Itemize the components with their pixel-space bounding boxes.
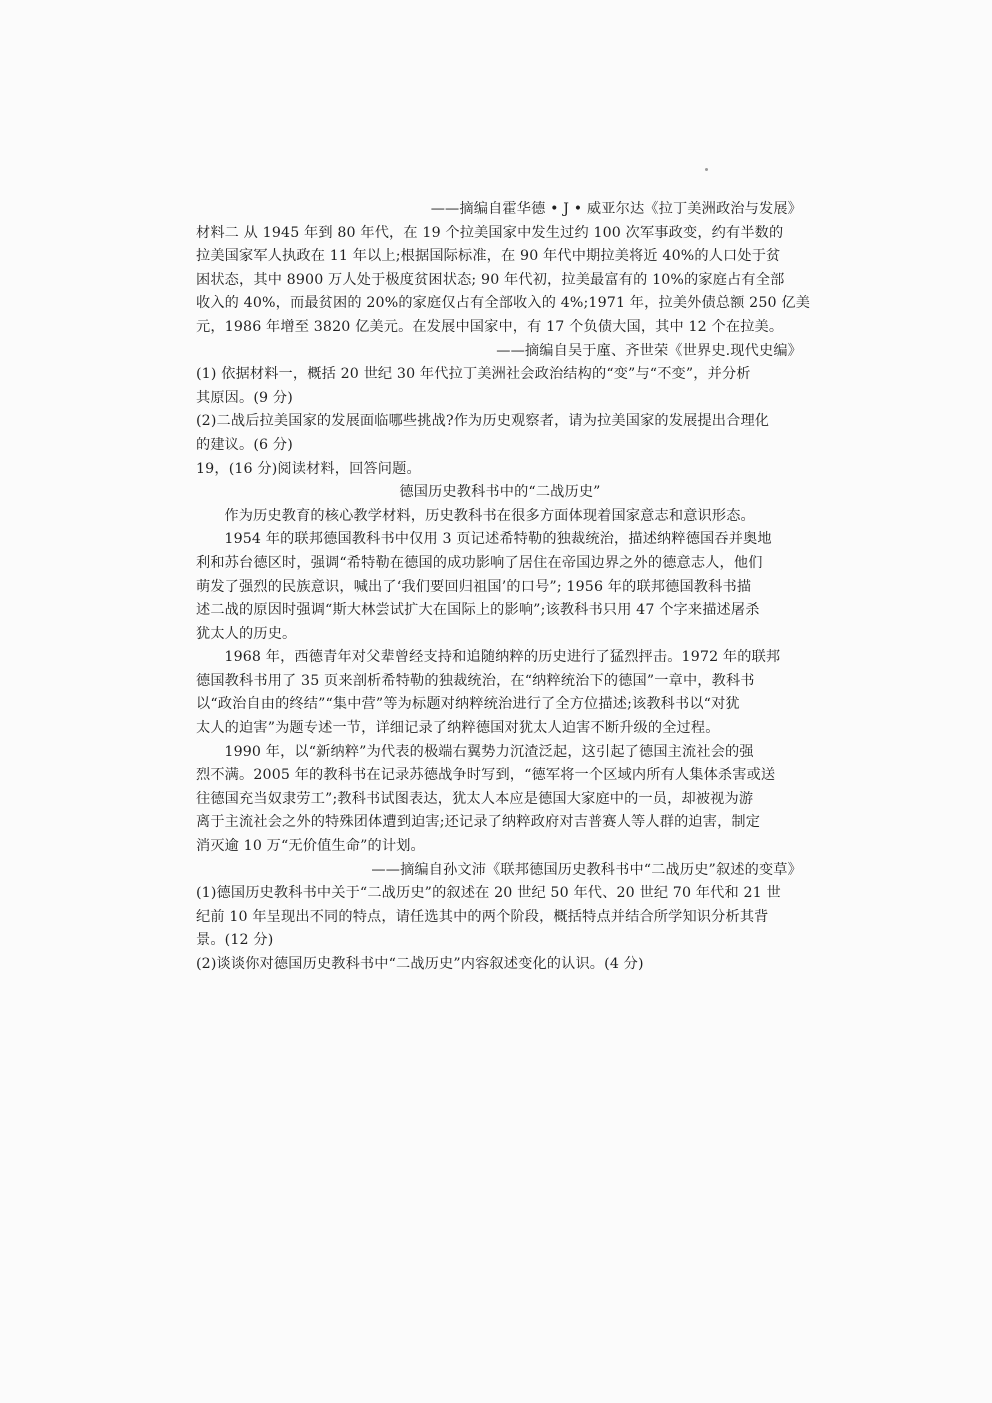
q19-header: 19，(16 分)阅读材料，回答问题。: [196, 460, 421, 477]
question-line: (1) 依据材料一，概括 20 世纪 30 年代拉丁美洲社会政治结构的“变”与“不变”，并分析: [196, 366, 751, 383]
scan-speck: [705, 168, 708, 171]
question-line: (2)二战后拉美国家的发展面临哪些挑战?作为历史观察者，请为拉美国家的发展提出合理化: [196, 413, 770, 430]
material-2-line: 元，1986 年增至 3820 亿美元。在发展中国家中，有 17 个负债大国，其中 12 个在拉美。: [196, 318, 784, 335]
paragraph-line: 以“政治自由的终结”“集中营”等为标题对纳粹统治进行了全方位描述;该教科书以“对犹: [196, 696, 740, 713]
material-2-line: 材料二 从 1945 年到 80 年代，在 19 个拉美国家中发生过约 100 次军事政变，约有半数的: [196, 224, 784, 241]
paragraph-line: 烈不满。2005 年的教科书在记录苏德战争时写到，“德军将一个区域内所有人集体杀害或送: [196, 767, 776, 784]
question-line: 纪前 10 年呈现出不同的特点，请任选其中的两个阶段，概括特点并结合所学知识分析其背: [196, 908, 769, 925]
q19-paragraph-2: [196, 528, 804, 646]
paragraph-line: 消灭逾 10 万“无价值生命”的计划。: [196, 838, 425, 855]
source-citation-1: ——摘编自霍华德 • J • 威亚尔达《拉丁美洲政治与发展》: [430, 201, 802, 217]
paragraph-line: 作为历史教育的核心教学材料，历史教科书在很多方面体现着国家意志和意识形态。: [224, 507, 755, 524]
material-2: [196, 222, 811, 340]
paragraph-line: 德国教科书用了 35 页来剖析希特勒的独裁统治，在“纳粹统治下的德国”一章中，教科书: [196, 672, 755, 689]
source-citation-3: ——摘编自孙文沛《联邦德国历史教科书中“二战历史”叙述的变草》: [371, 861, 802, 878]
exam-text: [196, 198, 811, 977]
paragraph-line: 利和苏台德区时，强调“希特勒在德国的成功影响了居住在帝国边界之外的德意志人，他们: [196, 554, 763, 571]
paragraph-line: 1990 年，以“新纳粹”为代表的极端右翼势力沉渣泛起，这引起了德国主流社会的强: [224, 743, 754, 760]
material-2-line: 拉美国家军人执政在 11 年以上;根据国际标准，在 90 年代中期拉美将近 40%的人口处于贫: [196, 248, 781, 265]
q19-paragraph-4: [196, 741, 804, 859]
source-citation-2: ——摘编自吴于廑、齐世荣《世界史.现代史编》: [496, 342, 802, 359]
paragraph-line: 离于主流社会之外的特殊团体遭到迫害;还记录了纳粹政府对吉普赛人等人群的迫害，制定: [196, 814, 761, 831]
q18-part1: [196, 363, 804, 410]
q19-part2: [196, 953, 804, 977]
question-line: 其原因。(9 分): [196, 389, 293, 406]
paragraph-line: 太人的迫害”为题专述一节，详细记录了纳粹德国对犹太人迫害不断升级的全过程。: [196, 720, 720, 737]
paragraph-line: 1954 年的联邦德国教科书中仅用 3 页记述希特勒的独裁统治，描述纳粹德国吞并奥地: [224, 531, 772, 548]
q19-paragraph-3: [196, 646, 804, 740]
q19-title: 德国历史教科书中的“二战历史”: [399, 484, 601, 501]
q18-part2: [196, 410, 804, 457]
question-line: (2)谈谈你对德国历史教科书中“二战历史”内容叙述变化的认识。(4 分): [196, 956, 644, 972]
paragraph-line: 1968 年，西德青年对父辈曾经支持和追随纳粹的历史进行了猛烈抨击。1972 年的联邦: [224, 649, 781, 666]
question-line: 景。(12 分): [196, 932, 274, 949]
q19-part1: [196, 882, 804, 953]
q19-paragraph-1: [196, 505, 804, 529]
paragraph-line: 萌发了强烈的民族意识，喊出了‘我们要回归祖国’的口号”; 1956 年的联邦德国教科书描: [196, 578, 752, 595]
paragraph-line: 述二战的原因时强调“斯大林尝试扩大在国际上的影响”;该教科书只用 47 个字来描述屠杀: [196, 602, 760, 619]
question-line: 的建议。(6 分): [196, 436, 293, 453]
material-2-line: 困状态，其中 8900 万人处于极度贫困状态; 90 年代初，拉美最富有的 10%的家庭占有全部: [196, 271, 785, 288]
paragraph-line: 往德国充当奴隶劳工”;教科书试图表达，犹太人本应是德国大家庭中的一员，却被视为游: [196, 790, 754, 807]
question-line: (1)德国历史教科书中关于“二战历史”的叙述在 20 世纪 50 年代、20 世纪 70 年代和 21 世: [196, 885, 781, 902]
material-2-line: 收入的 40%，而最贫困的 20%的家庭仅占有全部收入的 4%;1971 年，拉美外债总额 250 亿美: [196, 295, 811, 312]
paragraph-line: 犹太人的历史。: [196, 625, 297, 642]
